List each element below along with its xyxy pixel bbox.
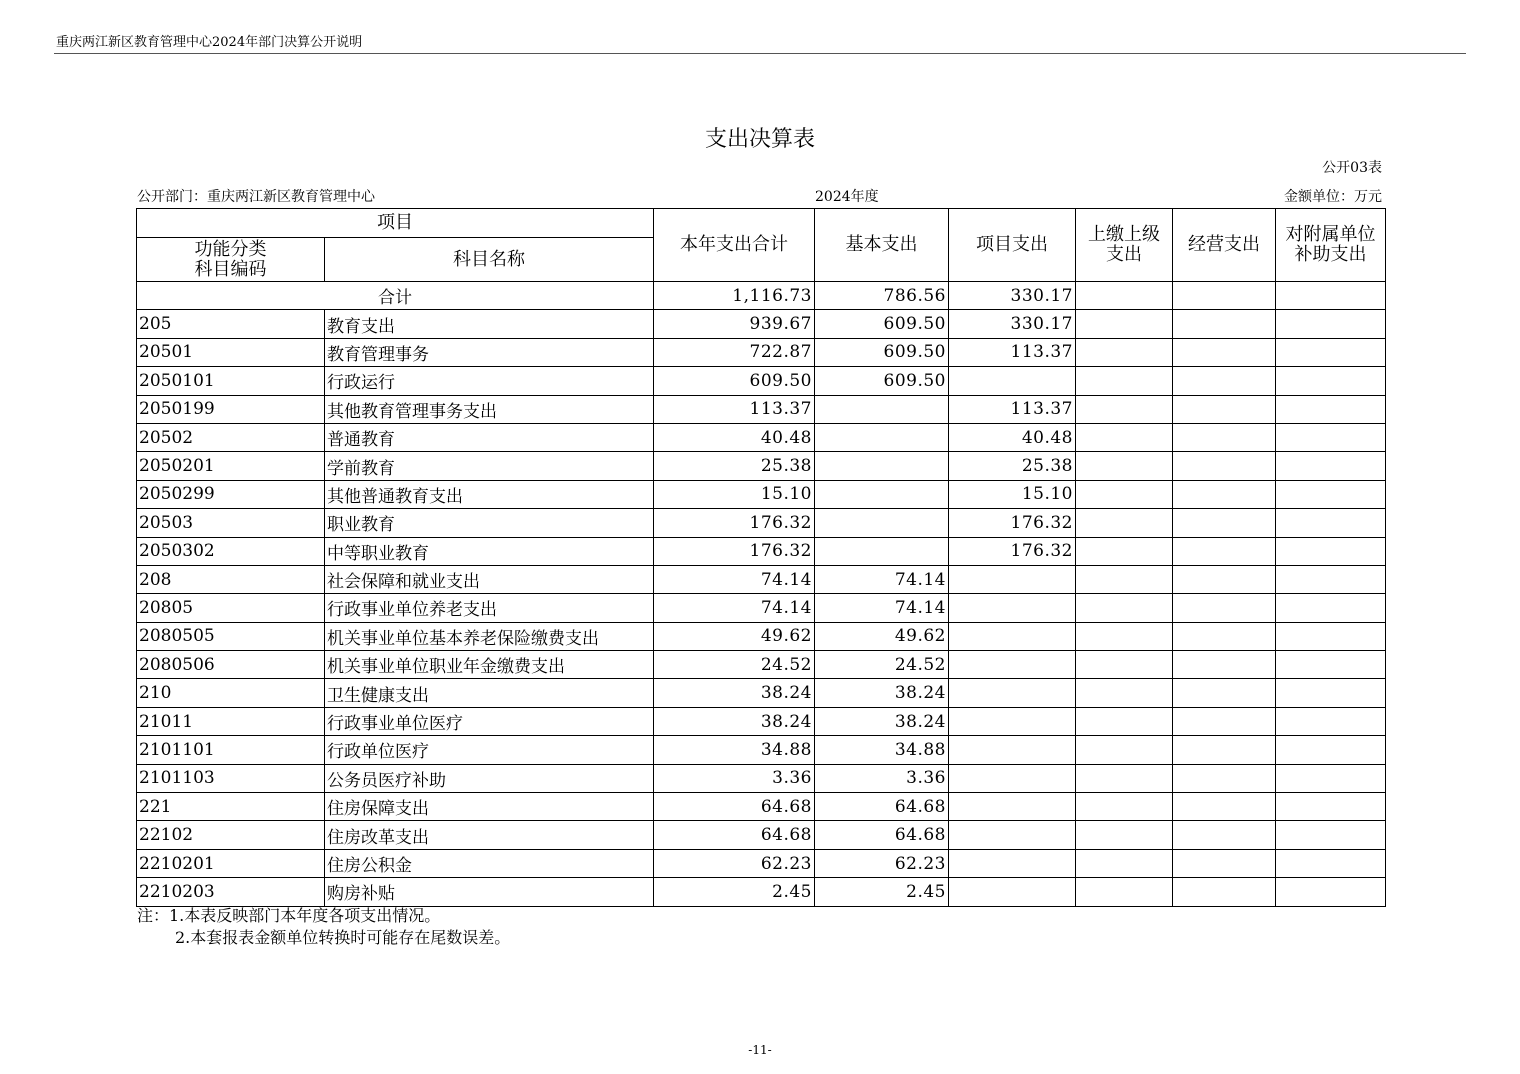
upper-amount <box>1076 367 1173 395</box>
table-row <box>137 594 1386 622</box>
header-code: 功能分类 科目编码 <box>137 238 325 282</box>
subject-name: 卫生健康支出 <box>325 679 654 707</box>
table-row <box>137 878 1386 906</box>
basic-amount <box>815 452 949 480</box>
total-amount: 176.32 <box>654 537 815 565</box>
subsidy-amount <box>1276 679 1386 707</box>
subsidy-amount <box>1276 594 1386 622</box>
basic-amount: 38.24 <box>815 707 949 735</box>
running-header: 重庆两江新区教育管理中心2024年部门决算公开说明 <box>56 35 363 50</box>
total-amount: 3.36 <box>654 764 815 792</box>
subject-code: 20503 <box>137 509 325 537</box>
header-total: 本年支出合计 <box>654 209 815 282</box>
total-amount: 2.45 <box>654 878 815 906</box>
project-amount <box>949 651 1076 679</box>
subsidy-amount <box>1276 793 1386 821</box>
subject-code: 2210203 <box>137 878 325 906</box>
table-row <box>137 367 1386 395</box>
business-amount <box>1173 509 1276 537</box>
basic-amount: 64.68 <box>815 821 949 849</box>
business-amount <box>1173 338 1276 366</box>
subject-code: 22102 <box>137 821 325 849</box>
subject-code: 2101103 <box>137 764 325 792</box>
upper-amount <box>1076 849 1173 877</box>
subject-name: 购房补贴 <box>325 878 654 906</box>
subject-code: 2050299 <box>137 480 325 508</box>
business-amount <box>1173 395 1276 423</box>
basic-amount: 609.50 <box>815 367 949 395</box>
project-amount <box>949 594 1076 622</box>
basic-amount <box>815 395 949 423</box>
basic-amount: 62.23 <box>815 849 949 877</box>
subsidy-amount <box>1276 821 1386 849</box>
business-amount <box>1173 651 1276 679</box>
table-row <box>137 452 1386 480</box>
basic-amount <box>815 480 949 508</box>
total-amount: 25.38 <box>654 452 815 480</box>
subsidy-amount <box>1276 878 1386 906</box>
upper-amount <box>1076 395 1173 423</box>
subject-name: 职业教育 <box>325 509 654 537</box>
business-amount <box>1173 622 1276 650</box>
table-row <box>137 793 1386 821</box>
subsidy-amount <box>1276 849 1386 877</box>
basic-amount: 609.50 <box>815 310 949 338</box>
table-row <box>137 509 1386 537</box>
upper-amount <box>1076 452 1173 480</box>
total-amount: 722.87 <box>654 338 815 366</box>
subject-code: 2050199 <box>137 395 325 423</box>
project-amount <box>949 367 1076 395</box>
table-row <box>137 338 1386 366</box>
total-amount: 40.48 <box>654 423 815 451</box>
upper-amount <box>1076 878 1173 906</box>
upper-amount <box>1076 764 1173 792</box>
subject-code: 2050302 <box>137 537 325 565</box>
total-amount: 64.68 <box>654 821 815 849</box>
basic-amount <box>815 423 949 451</box>
total-subsidy <box>1276 282 1386 310</box>
subject-name: 中等职业教育 <box>325 537 654 565</box>
header-item: 项目 <box>137 209 654 238</box>
header-project: 项目支出 <box>949 209 1076 282</box>
business-amount <box>1173 878 1276 906</box>
subject-code: 2101101 <box>137 736 325 764</box>
total-project: 330.17 <box>949 282 1076 310</box>
subject-name: 行政事业单位医疗 <box>325 707 654 735</box>
table-row <box>137 423 1386 451</box>
business-amount <box>1173 679 1276 707</box>
basic-amount: 38.24 <box>815 679 949 707</box>
subject-code: 2050101 <box>137 367 325 395</box>
upper-amount <box>1076 310 1173 338</box>
upper-amount <box>1076 707 1173 735</box>
basic-amount <box>815 509 949 537</box>
total-amount: 24.52 <box>654 651 815 679</box>
subject-name: 教育管理事务 <box>325 338 654 366</box>
subject-code: 205 <box>137 310 325 338</box>
total-amount: 1,116.73 <box>654 282 815 310</box>
note-2: 2.本套报表金额单位转换时可能存在尾数误差。 <box>175 928 511 947</box>
project-amount <box>949 679 1076 707</box>
subject-name: 普通教育 <box>325 423 654 451</box>
fiscal-year-label: 2024年度 <box>815 189 879 205</box>
project-amount: 113.37 <box>949 338 1076 366</box>
table-row <box>137 821 1386 849</box>
subsidy-amount <box>1276 338 1386 366</box>
upper-amount <box>1076 509 1173 537</box>
header-rule <box>54 53 1466 54</box>
header-upper: 上缴上级 支出 <box>1076 209 1173 282</box>
subject-name: 其他教育管理事务支出 <box>325 395 654 423</box>
total-amount: 74.14 <box>654 594 815 622</box>
subject-code: 210 <box>137 679 325 707</box>
table-row <box>137 679 1386 707</box>
total-amount: 38.24 <box>654 679 815 707</box>
subsidy-amount <box>1276 395 1386 423</box>
subject-code: 221 <box>137 793 325 821</box>
table-row <box>137 310 1386 338</box>
page-number: -11- <box>748 1043 772 1057</box>
subject-code: 2080506 <box>137 651 325 679</box>
table-notes <box>137 905 510 949</box>
subject-code: 20501 <box>137 338 325 366</box>
subsidy-amount <box>1276 764 1386 792</box>
header-name: 科目名称 <box>325 238 654 282</box>
subject-name: 学前教育 <box>325 452 654 480</box>
table-row <box>137 565 1386 593</box>
table-row <box>137 537 1386 565</box>
project-amount: 176.32 <box>949 537 1076 565</box>
business-amount <box>1173 736 1276 764</box>
note-1: 注：1.本表反映部门本年度各项支出情况。 <box>137 906 441 925</box>
total-amount: 38.24 <box>654 707 815 735</box>
business-amount <box>1173 480 1276 508</box>
total-amount: 49.62 <box>654 622 815 650</box>
page-title: 支出决算表 <box>704 127 815 152</box>
upper-amount <box>1076 651 1173 679</box>
subject-name: 机关事业单位基本养老保险缴费支出 <box>325 622 654 650</box>
upper-amount <box>1076 594 1173 622</box>
total-amount: 939.67 <box>654 310 815 338</box>
project-amount: 40.48 <box>949 423 1076 451</box>
project-amount <box>949 821 1076 849</box>
subsidy-amount <box>1276 622 1386 650</box>
subject-name: 住房公积金 <box>325 849 654 877</box>
header-basic: 基本支出 <box>815 209 949 282</box>
business-amount <box>1173 310 1276 338</box>
subject-code: 20805 <box>137 594 325 622</box>
table-row <box>137 651 1386 679</box>
business-amount <box>1173 793 1276 821</box>
basic-amount: 609.50 <box>815 338 949 366</box>
total-amount: 34.88 <box>654 736 815 764</box>
basic-amount: 3.36 <box>815 764 949 792</box>
subject-code: 20502 <box>137 423 325 451</box>
business-amount <box>1173 565 1276 593</box>
total-amount: 62.23 <box>654 849 815 877</box>
project-amount <box>949 622 1076 650</box>
upper-amount <box>1076 338 1173 366</box>
department-label: 公开部门：重庆两江新区教育管理中心 <box>137 189 375 205</box>
subject-name: 行政事业单位养老支出 <box>325 594 654 622</box>
subject-name: 住房改革支出 <box>325 821 654 849</box>
total-basic: 786.56 <box>815 282 949 310</box>
upper-amount <box>1076 480 1173 508</box>
subject-code: 2210201 <box>137 849 325 877</box>
subject-name: 公务员医疗补助 <box>325 764 654 792</box>
total-amount: 74.14 <box>654 565 815 593</box>
table-row <box>137 736 1386 764</box>
upper-amount <box>1076 565 1173 593</box>
total-amount: 113.37 <box>654 395 815 423</box>
project-amount <box>949 878 1076 906</box>
subject-name: 社会保障和就业支出 <box>325 565 654 593</box>
project-amount <box>949 793 1076 821</box>
basic-amount: 2.45 <box>815 878 949 906</box>
basic-amount: 34.88 <box>815 736 949 764</box>
upper-amount <box>1076 622 1173 650</box>
subsidy-amount <box>1276 736 1386 764</box>
business-amount <box>1173 849 1276 877</box>
subject-code: 21011 <box>137 707 325 735</box>
table-row <box>137 707 1386 735</box>
business-amount <box>1173 367 1276 395</box>
total-amount: 176.32 <box>654 509 815 537</box>
table-number: 公开03表 <box>1322 160 1382 176</box>
project-amount <box>949 565 1076 593</box>
subject-name: 机关事业单位职业年金缴费支出 <box>325 651 654 679</box>
business-amount <box>1173 764 1276 792</box>
project-amount <box>949 736 1076 764</box>
project-amount: 176.32 <box>949 509 1076 537</box>
business-amount <box>1173 594 1276 622</box>
subsidy-amount <box>1276 480 1386 508</box>
business-amount <box>1173 707 1276 735</box>
table-row <box>137 764 1386 792</box>
business-amount <box>1173 423 1276 451</box>
total-business <box>1173 282 1276 310</box>
subsidy-amount <box>1276 565 1386 593</box>
subsidy-amount <box>1276 310 1386 338</box>
subject-name: 教育支出 <box>325 310 654 338</box>
total-amount: 609.50 <box>654 367 815 395</box>
total-amount: 15.10 <box>654 480 815 508</box>
subsidy-amount <box>1276 707 1386 735</box>
upper-amount <box>1076 537 1173 565</box>
project-amount <box>949 849 1076 877</box>
basic-amount: 24.52 <box>815 651 949 679</box>
business-amount <box>1173 537 1276 565</box>
subject-name: 行政运行 <box>325 367 654 395</box>
total-amount: 64.68 <box>654 793 815 821</box>
table-row <box>137 849 1386 877</box>
table-row <box>137 395 1386 423</box>
subject-code: 2050201 <box>137 452 325 480</box>
amount-unit-label: 金额单位：万元 <box>1284 189 1382 205</box>
basic-amount <box>815 537 949 565</box>
header-subsidy: 对附属单位 补助支出 <box>1276 209 1386 282</box>
upper-amount <box>1076 423 1173 451</box>
subject-name: 其他普通教育支出 <box>325 480 654 508</box>
basic-amount: 64.68 <box>815 793 949 821</box>
project-amount: 113.37 <box>949 395 1076 423</box>
project-amount: 15.10 <box>949 480 1076 508</box>
subsidy-amount <box>1276 651 1386 679</box>
upper-amount <box>1076 736 1173 764</box>
business-amount <box>1173 821 1276 849</box>
subsidy-amount <box>1276 452 1386 480</box>
basic-amount: 74.14 <box>815 594 949 622</box>
upper-amount <box>1076 793 1173 821</box>
header-business: 经营支出 <box>1173 209 1276 282</box>
subject-code: 208 <box>137 565 325 593</box>
table-row <box>137 480 1386 508</box>
project-amount: 330.17 <box>949 310 1076 338</box>
basic-amount: 49.62 <box>815 622 949 650</box>
subsidy-amount <box>1276 423 1386 451</box>
expenditure-table <box>136 208 1386 907</box>
table-row <box>137 622 1386 650</box>
project-amount <box>949 764 1076 792</box>
subject-name: 住房保障支出 <box>325 793 654 821</box>
project-amount <box>949 707 1076 735</box>
subject-name: 行政单位医疗 <box>325 736 654 764</box>
basic-amount: 74.14 <box>815 565 949 593</box>
upper-amount <box>1076 821 1173 849</box>
project-amount: 25.38 <box>949 452 1076 480</box>
upper-amount <box>1076 679 1173 707</box>
subsidy-amount <box>1276 537 1386 565</box>
total-row <box>137 282 1386 310</box>
subsidy-amount <box>1276 367 1386 395</box>
subsidy-amount <box>1276 509 1386 537</box>
total-label: 合计 <box>137 282 654 310</box>
subject-code: 2080505 <box>137 622 325 650</box>
business-amount <box>1173 452 1276 480</box>
total-upper <box>1076 282 1173 310</box>
